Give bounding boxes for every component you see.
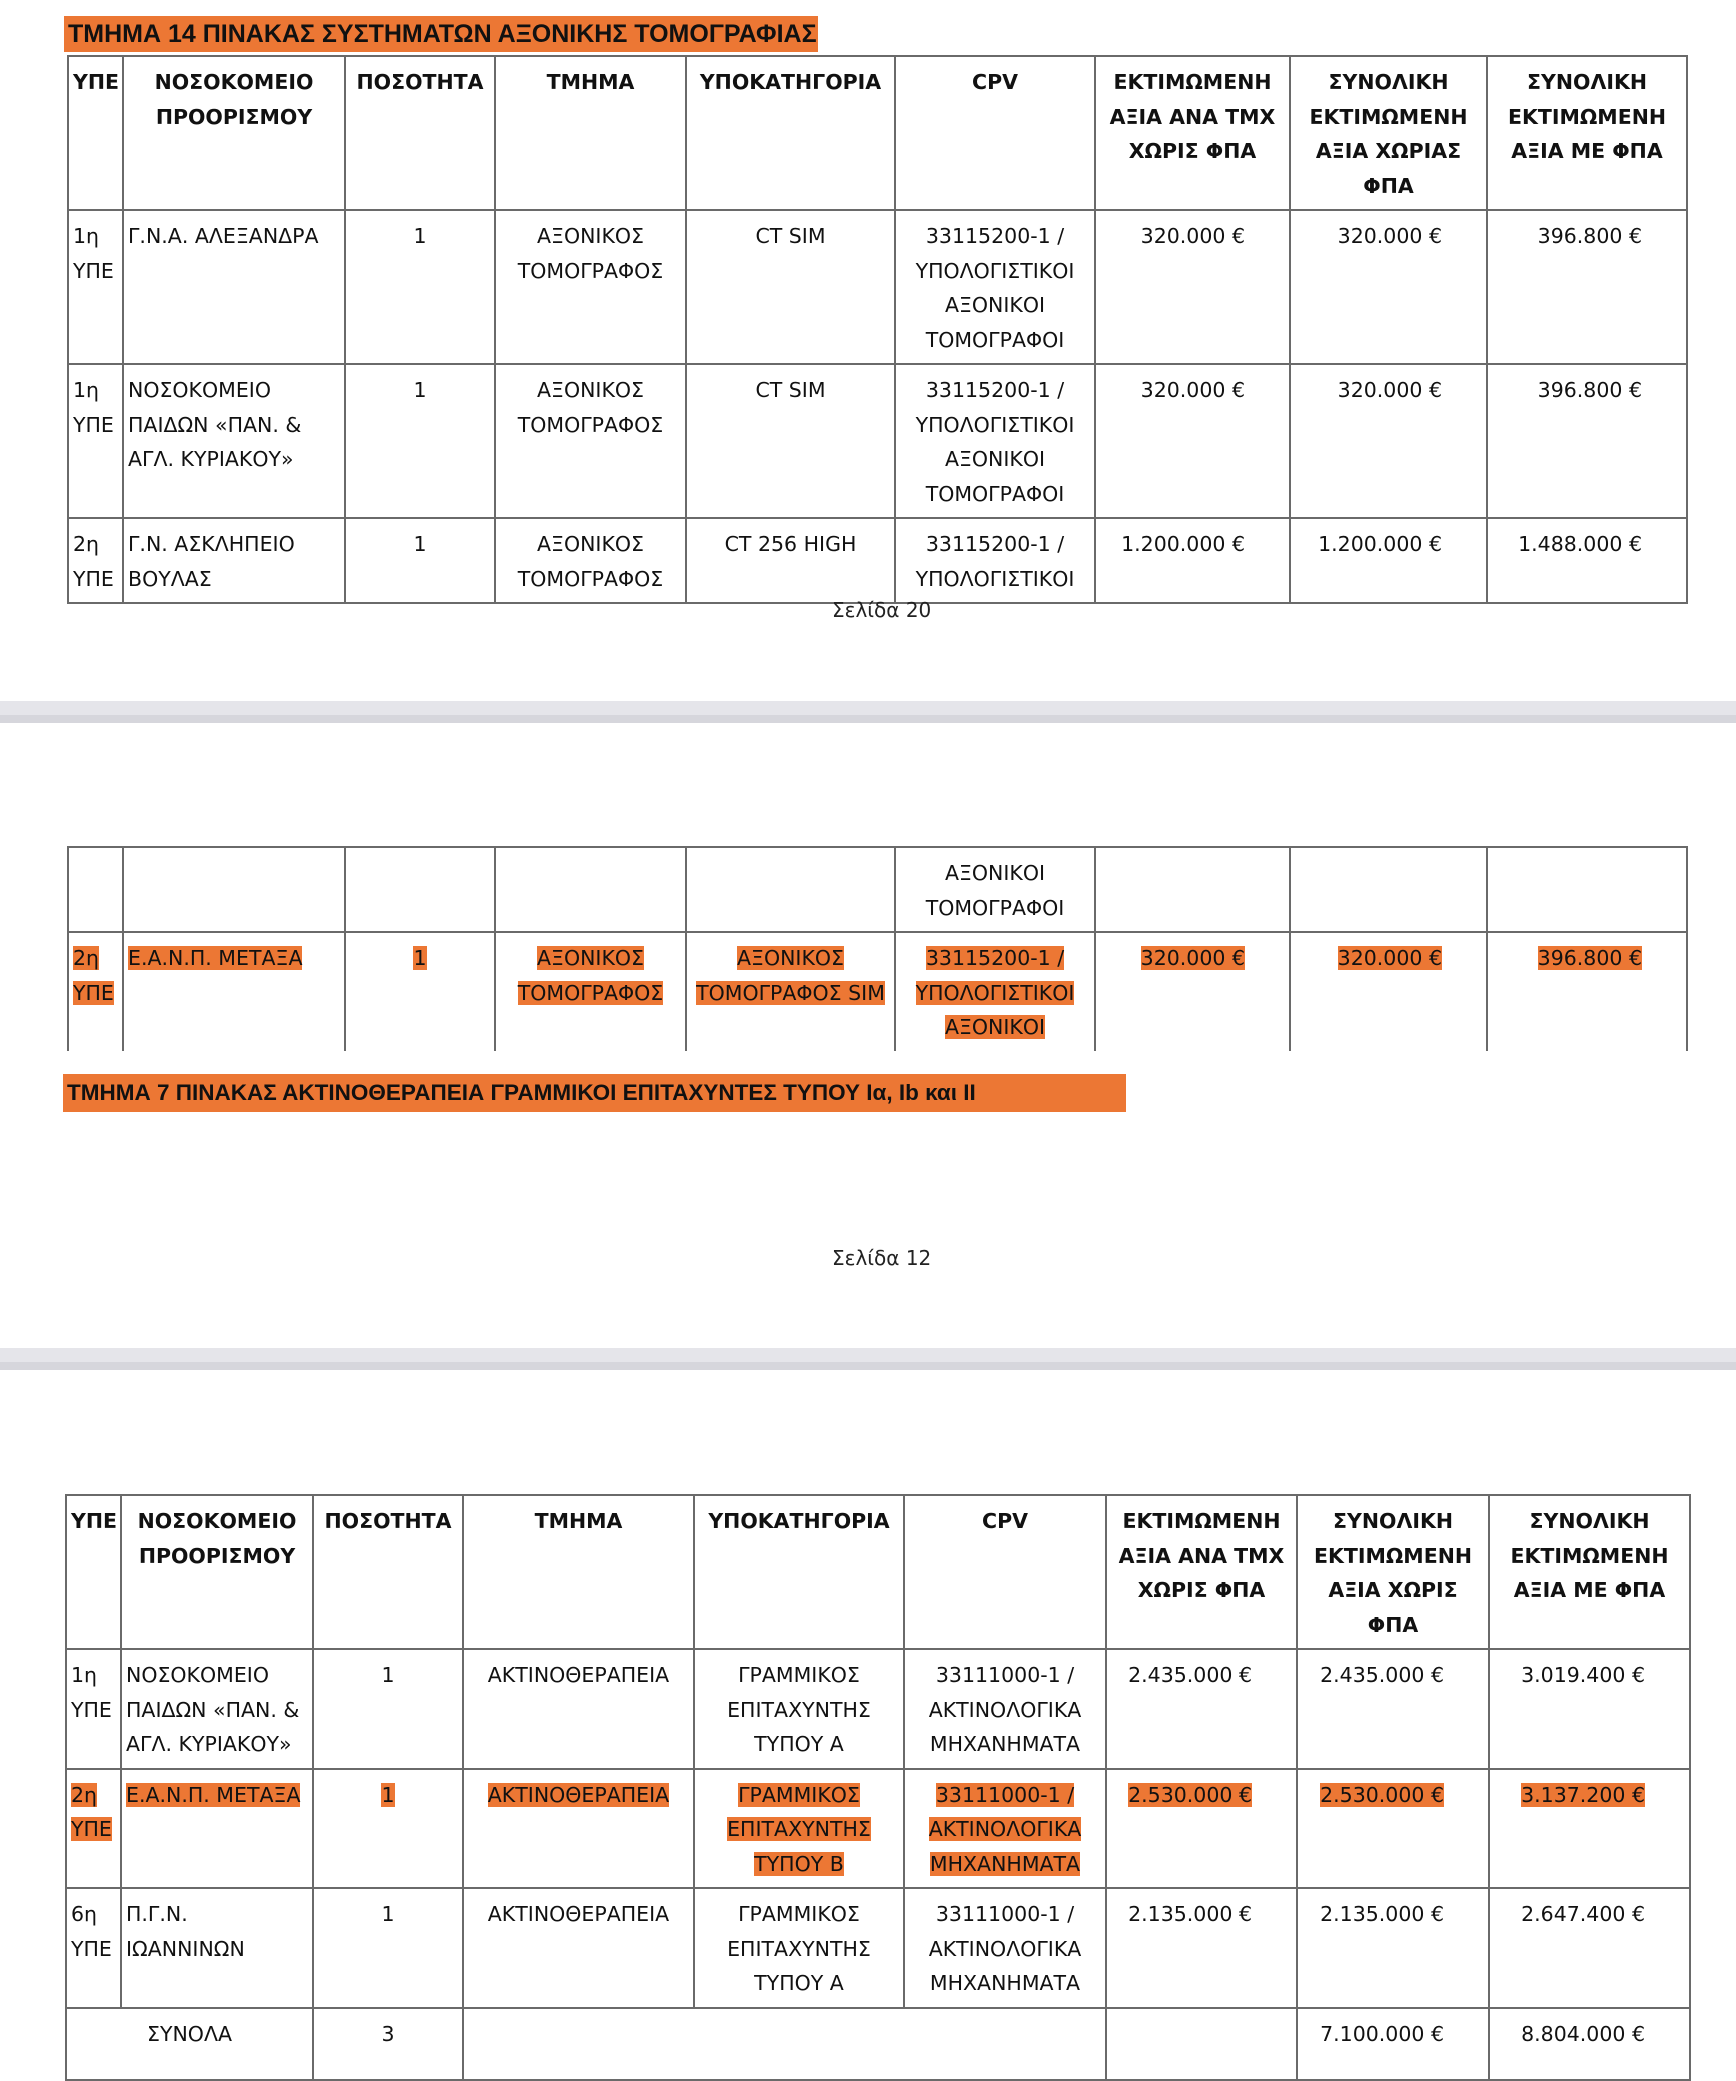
cell-cpv: 33111000-1 / ΑΚΤΙΝΟΛΟΓΙΚΑ ΜΗΧΑΝΗΜΑΤΑ bbox=[904, 1888, 1106, 2008]
cell-department: ΑΚΤΙΝΟΘΕΡΑΠΕΙΑ bbox=[487, 1782, 670, 1807]
cell-cpv: 33111000-1 / ΑΚΤΙΝΟΛΟΓΙΚΑ ΜΗΧΑΝΗΜΑΤΑ bbox=[904, 1649, 1106, 1769]
cell-empty bbox=[495, 847, 686, 932]
col-header-hospital: ΝΟΣΟΚΟΜΕΙΟ ΠΡΟΟΡΙΣΜΟΥ bbox=[123, 56, 345, 210]
cell-total-value: 320.000 € bbox=[1337, 946, 1442, 970]
cell-empty bbox=[68, 847, 123, 932]
col-header-department: ΤΜΗΜΑ bbox=[495, 56, 686, 210]
cell-hospital: ΝΟΣΟΚΟΜΕΙΟ ΠΑΙΔΩΝ «ΠΑΝ. & ΑΓΛ. ΚΥΡΙΑΚΟΥ» bbox=[121, 1649, 313, 1769]
cell-empty bbox=[686, 847, 895, 932]
page-separator bbox=[0, 1348, 1736, 1370]
ct-systems-table-continued bbox=[67, 846, 1688, 1051]
cell-hospital: Γ.Ν.Α. ΑΛΕΞΑΝΔΡΑ bbox=[123, 210, 345, 364]
radiotherapy-table bbox=[65, 1494, 1691, 2081]
totals-quantity: 3 bbox=[313, 2008, 463, 2080]
cell-unit-value: 2.135.000 € bbox=[1106, 1888, 1297, 2008]
cell-unit-value: 1.200.000 € bbox=[1095, 518, 1290, 603]
cell-ype: 2η ΥΠΕ bbox=[71, 1782, 112, 1841]
table-row-highlighted bbox=[66, 1769, 1690, 1889]
cell-subcategory: ΓΡΑΜΜΙΚΟΣ ΕΠΙΤΑΧΥΝΤΗΣ ΤΥΠΟΥ Α bbox=[694, 1649, 904, 1769]
cell-total-value-vat: 3.137.200 € bbox=[1521, 1782, 1645, 1807]
cell-cpv: 33115200-1 / ΥΠΟΛΟΓΙΣΤΙΚΟΙ ΑΞΟΝΙΚΟΙ ΤΟΜΟΓΡΑΦΟΙ bbox=[895, 210, 1095, 364]
col-header-unit-value: ΕΚΤΙΜΩΜΕΝΗ ΑΞΙΑ ΑΝΑ ΤΜΧ ΧΩΡΙΣ ΦΠΑ bbox=[1095, 56, 1290, 210]
section-7-title: ΤΜΗΜΑ 7 ΠΙΝΑΚΑΣ ΑΚΤΙΝΟΘΕΡΑΠΕΙΑ ΓΡΑΜΜΙΚΟΙ ΕΠΙΤΑΧΥΝΤΕΣ ΤΥΠΟΥ Ια, Ιb και ΙΙ bbox=[63, 1074, 1126, 1112]
cell-subcategory: ΓΡΑΜΜΙΚΟΣ ΕΠΙΤΑΧΥΝΤΗΣ ΤΥΠΟΥ Β bbox=[727, 1782, 871, 1876]
col-header-total-value: ΣΥΝΟΛΙΚΗ ΕΚΤΙΜΩΜΕΝΗ ΑΞΙΑ ΧΩΡΙΣ ΦΠΑ bbox=[1297, 1495, 1489, 1649]
cell-unit-value: 2.435.000 € bbox=[1106, 1649, 1297, 1769]
col-header-ype: ΥΠΕ bbox=[66, 1495, 121, 1649]
cell-ype: 1η ΥΠΕ bbox=[66, 1649, 121, 1769]
cell-quantity: 1 bbox=[313, 1888, 463, 2008]
cell-empty bbox=[463, 2008, 1106, 2080]
cell-ype: 1η ΥΠΕ bbox=[68, 210, 123, 364]
cell-department: ΑΞΟΝΙΚΟΣ ΤΟΜΟΓΡΑΦΟΣ bbox=[495, 518, 686, 603]
cell-quantity: 1 bbox=[313, 1649, 463, 1769]
table-row bbox=[68, 210, 1687, 364]
col-header-total-value-vat: ΣΥΝΟΛΙΚΗ ΕΚΤΙΜΩΜΕΝΗ ΑΞΙΑ ΜΕ ΦΠΑ bbox=[1487, 56, 1687, 210]
cell-total-value-vat: 396.800 € bbox=[1537, 946, 1642, 970]
cell-empty bbox=[1487, 847, 1687, 932]
table-row bbox=[68, 518, 1687, 603]
page-number: Σελίδα 20 bbox=[832, 598, 932, 622]
cell-hospital: Γ.Ν. ΑΣΚΛΗΠΕΙΟ ΒΟΥΛΑΣ bbox=[123, 518, 345, 603]
cell-ype: 6η ΥΠΕ bbox=[66, 1888, 121, 2008]
cell-subcategory: CT 256 HIGH bbox=[686, 518, 895, 603]
cell-total-value-vat: 396.800 € bbox=[1487, 210, 1687, 364]
cell-empty bbox=[123, 847, 345, 932]
col-header-total-value: ΣΥΝΟΛΙΚΗ ΕΚΤΙΜΩΜΕΝΗ ΑΞΙΑ ΧΩΡΙΑΣ ΦΠΑ bbox=[1290, 56, 1487, 210]
cell-quantity: 1 bbox=[413, 946, 427, 970]
cell-total-value: 2.435.000 € bbox=[1297, 1649, 1489, 1769]
cell-department: ΑΞΟΝΙΚΟΣ ΤΟΜΟΓΡΑΦΟΣ bbox=[495, 210, 686, 364]
cell-ype: 2η ΥΠΕ bbox=[73, 946, 114, 1005]
col-header-quantity: ΠΟΣΟΤΗΤΑ bbox=[313, 1495, 463, 1649]
cell-quantity: 1 bbox=[381, 1782, 395, 1807]
cell-department: ΑΞΟΝΙΚΟΣ ΤΟΜΟΓΡΑΦΟΣ bbox=[517, 946, 664, 1005]
cell-hospital: Ε.Α.Ν.Π. ΜΕΤΑΞΑ bbox=[126, 1782, 301, 1807]
cell-total-value: 2.135.000 € bbox=[1297, 1888, 1489, 2008]
cell-unit-value: 320.000 € bbox=[1140, 946, 1245, 970]
cell-ype: 2η ΥΠΕ bbox=[68, 518, 123, 603]
cell-cpv: 33115200-1 / ΥΠΟΛΟΓΙΣΤΙΚΟΙ ΑΞΟΝΙΚΟΙ ΤΟΜΟΓΡΑΦΟΙ bbox=[895, 364, 1095, 518]
cell-ype: 1η ΥΠΕ bbox=[68, 364, 123, 518]
col-header-total-value-vat: ΣΥΝΟΛΙΚΗ ΕΚΤΙΜΩΜΕΝΗ ΑΞΙΑ ΜΕ ΦΠΑ bbox=[1489, 1495, 1690, 1649]
col-header-cpv: CPV bbox=[904, 1495, 1106, 1649]
col-header-cpv: CPV bbox=[895, 56, 1095, 210]
cell-department: ΑΞΟΝΙΚΟΣ ΤΟΜΟΓΡΑΦΟΣ bbox=[495, 364, 686, 518]
table-header-row bbox=[68, 56, 1687, 210]
cell-total-value: 2.530.000 € bbox=[1320, 1782, 1444, 1807]
col-header-quantity: ΠΟΣΟΤΗΤΑ bbox=[345, 56, 495, 210]
ct-systems-table bbox=[67, 55, 1688, 604]
cell-subcategory: CT SIM bbox=[686, 364, 895, 518]
cell-subcategory: ΓΡΑΜΜΙΚΟΣ ΕΠΙΤΑΧΥΝΤΗΣ ΤΥΠΟΥ Α bbox=[694, 1888, 904, 2008]
totals-row bbox=[66, 2008, 1690, 2080]
table-row bbox=[66, 1649, 1690, 1769]
cell-cpv: ΑΞΟΝΙΚΟΙ ΤΟΜΟΓΡΑΦΟΙ bbox=[895, 847, 1095, 932]
cell-empty bbox=[1095, 847, 1290, 932]
cell-total-value-vat: 2.647.400 € bbox=[1489, 1888, 1690, 2008]
cell-hospital: ΝΟΣΟΚΟΜΕΙΟ ΠΑΙΔΩΝ «ΠΑΝ. & ΑΓΛ. ΚΥΡΙΑΚΟΥ» bbox=[123, 364, 345, 518]
cell-total-value-vat: 3.019.400 € bbox=[1489, 1649, 1690, 1769]
cell-quantity: 1 bbox=[345, 518, 495, 603]
cell-cpv: 33115200-1 / ΥΠΟΛΟΓΙΣΤΙΚΟΙ ΑΞΟΝΙΚΟΙ bbox=[915, 946, 1075, 1039]
cell-subcategory: CT SIM bbox=[686, 210, 895, 364]
cell-unit-value: 320.000 € bbox=[1095, 364, 1290, 518]
col-header-subcategory: ΥΠΟΚΑΤΗΓΟΡΙΑ bbox=[686, 56, 895, 210]
cell-hospital: Ε.Α.Ν.Π. ΜΕΤΑΞΑ bbox=[128, 946, 303, 970]
totals-label: ΣΥΝΟΛΑ bbox=[66, 2008, 313, 2080]
cell-total-value: 1.200.000 € bbox=[1290, 518, 1487, 603]
table-row-highlighted bbox=[68, 932, 1687, 1051]
cell-department: ΑΚΤΙΝΟΘΕΡΑΠΕΙΑ bbox=[463, 1649, 694, 1769]
totals-total-value: 7.100.000 € bbox=[1297, 2008, 1489, 2080]
cell-total-value: 320.000 € bbox=[1290, 364, 1487, 518]
table-row bbox=[68, 847, 1687, 932]
col-header-subcategory: ΥΠΟΚΑΤΗΓΟΡΙΑ bbox=[694, 1495, 904, 1649]
table-header-row bbox=[66, 1495, 1690, 1649]
cell-quantity: 1 bbox=[345, 364, 495, 518]
cell-hospital: Π.Γ.Ν. ΙΩΑΝΝΙΝΩΝ bbox=[121, 1888, 313, 2008]
section-14-title: ΤΜΗΜΑ 14 ΠΙΝΑΚΑΣ ΣΥΣΤΗΜΑΤΩΝ ΑΞΟΝΙΚΗΣ ΤΟΜΟΓΡΑΦΙΑΣ bbox=[64, 16, 818, 52]
cell-total-value: 320.000 € bbox=[1290, 210, 1487, 364]
page-number: Σελίδα 12 bbox=[832, 1246, 932, 1270]
col-header-department: ΤΜΗΜΑ bbox=[463, 1495, 694, 1649]
cell-department: ΑΚΤΙΝΟΘΕΡΑΠΕΙΑ bbox=[463, 1888, 694, 2008]
cell-empty bbox=[1106, 2008, 1297, 2080]
col-header-hospital: ΝΟΣΟΚΟΜΕΙΟ ΠΡΟΟΡΙΣΜΟΥ bbox=[121, 1495, 313, 1649]
col-header-unit-value: ΕΚΤΙΜΩΜΕΝΗ ΑΞΙΑ ΑΝΑ ΤΜΧ ΧΩΡΙΣ ΦΠΑ bbox=[1106, 1495, 1297, 1649]
cell-unit-value: 2.530.000 € bbox=[1128, 1782, 1252, 1807]
cell-total-value-vat: 1.488.000 € bbox=[1487, 518, 1687, 603]
cell-unit-value: 320.000 € bbox=[1095, 210, 1290, 364]
cell-cpv: 33111000-1 / ΑΚΤΙΝΟΛΟΓΙΚΑ ΜΗΧΑΝΗΜΑΤΑ bbox=[928, 1782, 1082, 1876]
totals-total-value-vat: 8.804.000 € bbox=[1489, 2008, 1690, 2080]
cell-quantity: 1 bbox=[345, 210, 495, 364]
table-row bbox=[68, 364, 1687, 518]
page-separator bbox=[0, 701, 1736, 723]
col-header-ype: ΥΠΕ bbox=[68, 56, 123, 210]
cell-subcategory: ΑΞΟΝΙΚΟΣ ΤΟΜΟΓΡΑΦΟΣ SIM bbox=[696, 946, 885, 1005]
table-row bbox=[66, 1888, 1690, 2008]
cell-empty bbox=[1290, 847, 1487, 932]
cell-empty bbox=[345, 847, 495, 932]
cell-cpv: 33115200-1 / ΥΠΟΛΟΓΙΣΤΙΚΟΙ bbox=[895, 518, 1095, 603]
cell-total-value-vat: 396.800 € bbox=[1487, 364, 1687, 518]
